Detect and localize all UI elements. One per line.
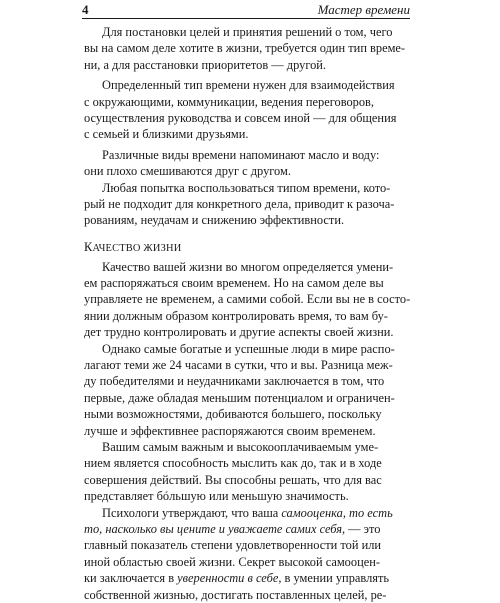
paragraph-line: главный показатель степени удовлетворенности той или: [84, 538, 382, 553]
paragraph-line: собственной жизнью, достигать поставленных целей, ре-: [84, 587, 387, 602]
paragraph-line: Качество вашей жизни во многом определяется умени-: [102, 259, 394, 274]
paragraph-line: осуществления руководства и совсем иной — для общения: [84, 110, 397, 125]
text-run: , в умении управлять: [278, 571, 390, 586]
paragraph-line: рованиям, неудачам и снижению эффективности.: [84, 213, 345, 228]
emphasis-run: уверенности в себе: [177, 571, 279, 586]
text-run: , — это: [341, 521, 381, 536]
paragraph-line: с семьей и близкими друзьями.: [84, 127, 249, 142]
section-heading: [84, 237, 410, 257]
page-number: 4: [82, 2, 89, 17]
heading-rest: АЧЕСТВО ЖИЗНИ: [92, 242, 182, 254]
emphasis-run: то, насколько вы цените и уважаете самих себя: [84, 521, 342, 536]
heading-initial: К: [84, 239, 93, 254]
paragraph-line: Вашим самым важным и высокооплачиваемым уме-: [102, 439, 379, 454]
page-header: [0, 0, 500, 22]
paragraph-line: ду победителями и неудачниками заключается в том, что: [84, 374, 385, 389]
paragraph-line: иной областью своей жизни. Секрет высокой самооцен-: [84, 554, 380, 569]
paragraph-line: нием является способность мыслить как до, так и в ходе: [84, 456, 382, 471]
paragraph-line: с окружающими, коммуникации, ведения переговоров,: [84, 94, 375, 109]
paragraph-line: первые, даже обладая меньшим потенциалом и ограничен-: [84, 390, 395, 405]
paragraph-line: Определенный тип времени нужен для взаимодействия: [102, 78, 395, 93]
paragraph-line: лучше и эффективнее распоряжаются своим временем.: [84, 423, 376, 438]
paragraph-line: лагают теми же 24 часами в сутки, что и вы. Разница меж-: [84, 358, 393, 373]
paragraph-line: вы на самом деле хотите в жизни, требуется один тип време-: [84, 41, 406, 56]
paragraph-line: Однако самые богатые и успешные люди в мире распо-: [102, 341, 395, 356]
paragraph-line: янии должным образом контролировать время, то вам бу-: [84, 308, 388, 323]
paragraph-line: [84, 521, 410, 537]
paragraph-line: дет трудно контролировать и другие аспекты своей жизни.: [84, 325, 394, 340]
paragraph-line: совершения действий. Вы способны решать, что для вас: [84, 472, 382, 487]
paragraph-line: ни, а для расстановки приоритетов — другой.: [84, 57, 327, 72]
paragraph-line: они плохо смешиваются друг с другом.: [84, 164, 291, 179]
paragraph-line: [84, 570, 410, 586]
paragraph-line: Различные виды времени напоминают масло и воду:: [102, 147, 380, 162]
paragraph-line: ными возможностями, добиваются большего, поскольку: [84, 407, 382, 422]
text-run: ки заключается в: [84, 571, 178, 586]
paragraph-line: управляете не временем, а самими собой. Если вы не в состо-: [84, 292, 410, 307]
paragraph-line: ем распоряжаться своим временем. Но на самом деле вы: [84, 276, 384, 291]
emphasis-run: самооценка, то есть: [281, 505, 393, 520]
paragraph-line: Любая попытка воспользоваться типом времени, кото-: [102, 180, 391, 195]
text-run: Психологи утверждают, что ваша: [102, 505, 282, 520]
paragraph-line: представляет бóльшую или меньшую значимость.: [84, 489, 349, 504]
body-text: [84, 24, 410, 603]
paragraph-line: [84, 505, 410, 521]
paragraph-line: рый не подходит для конкретного дела, приводит к разоча-: [84, 196, 395, 211]
paragraph-line: Для постановки целей и принятия решений о том, чего: [102, 25, 393, 39]
running-title: Мастер времени: [317, 2, 410, 17]
header-rule: [82, 18, 410, 19]
